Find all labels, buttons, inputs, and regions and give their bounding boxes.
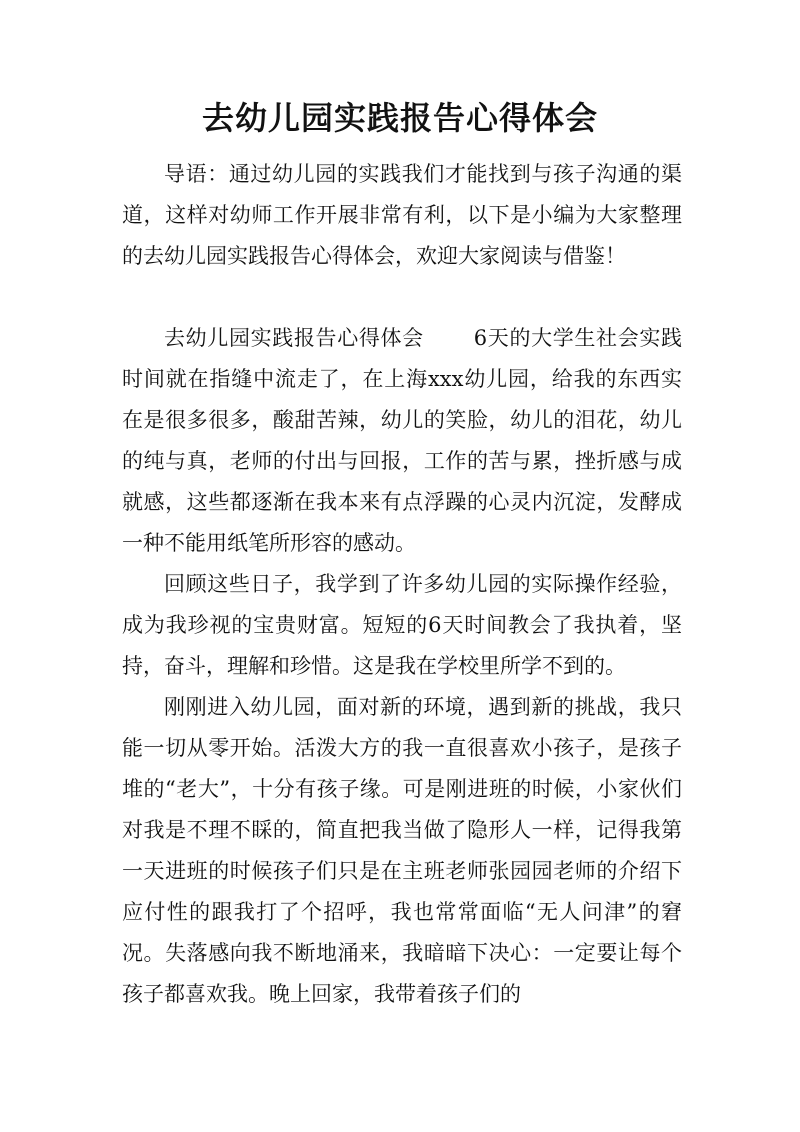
body-paragraph: 回顾这些日子，我学到了许多幼儿园的实际操作经验，成为我珍视的宝贵财富。短短的6天时间教会了我执着，坚持，奋斗，理解和珍惜。这是我在学校里所学不到的。	[122, 572, 682, 678]
paragraph-text: 6天的大学生社会实践时间就在指缝中流走了，在上海xxx幼儿园，给我的东西实在是很多很多，酸甜苦辣，幼儿的笑脸，幼儿的泪花，幼儿的纯与真，老师的付出与回报，工作的苦与累，挫折感与成就感，这些都逐渐在我本来有点浮躁的心灵内沉淀，发酵成一种不能用纸笔所形容的感动。	[122, 326, 682, 555]
intro-paragraph: 导语：通过幼儿园的实践我们才能找到与孩子沟通的渠道，这样对幼师工作开展非常有利，以下是小编为大家整理的去幼儿园实践报告心得体会，欢迎大家阅读与借鉴！	[122, 162, 682, 268]
body-paragraph: 刚刚进入幼儿园，面对新的环境，遇到新的挑战，我只能一切从零开始。活泼大方的我一直很喜欢小孩子，是孩子堆的“老大”，十分有孩子缘。可是刚进班的时候，小家伙们对我是不理不睬的，简直把我当做了隐形人一样，记得我第一天进班的时候孩子们只是在主班老师张园园老师的介绍下应付性的跟我打了个招呼，我也常常面临“无人问津”的窘况。失落感向我不断地涌来，我暗暗下决心：一定要让每个孩子都喜欢我。晚上回家，我带着孩子们的	[122, 695, 682, 1006]
document-title: 去幼儿园实践报告心得体会	[201, 99, 598, 137]
first-section-paragraph	[122, 318, 682, 564]
paragraph-spacer	[122, 277, 682, 318]
document-body	[122, 154, 682, 1015]
section-heading: 去幼儿园实践报告心得体会	[164, 326, 424, 350]
